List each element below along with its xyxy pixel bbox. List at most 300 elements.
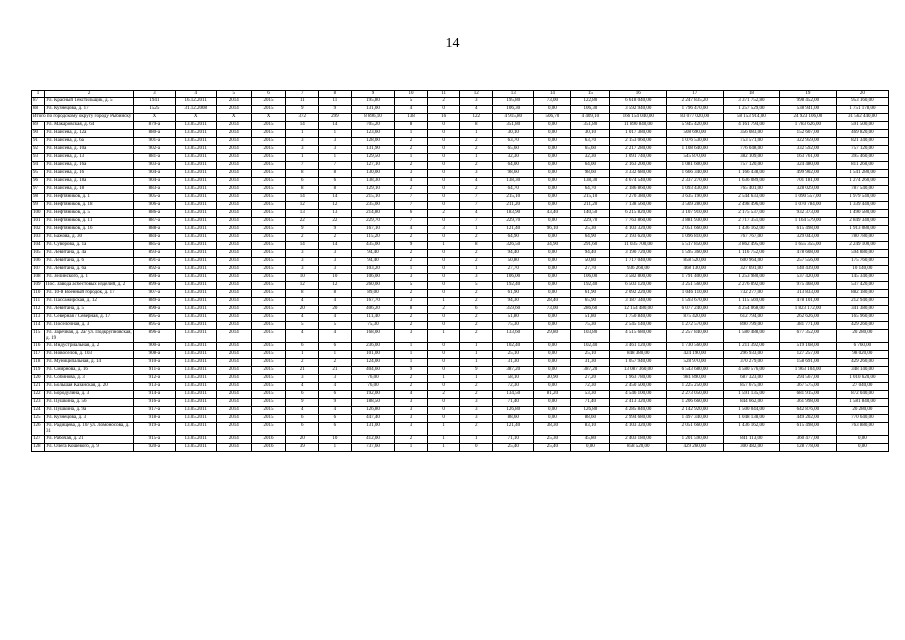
- table-row: [32, 359, 889, 367]
- table-cell: Ул. Новоселов, д. 103: [45, 351, 134, 359]
- table-cell: 537 420,00: [836, 282, 888, 290]
- table-cell: 737,60: [351, 444, 395, 452]
- table-cell: 324 480,00: [780, 162, 837, 170]
- table-cell: 13.05.2011: [175, 122, 216, 130]
- table-cell: Ул. Красный Текстильщик, д. 5: [45, 98, 134, 106]
- table-cell: Итого по городскому округу городу Рыбинску: [32, 114, 134, 122]
- table-cell: 8: [286, 170, 319, 178]
- table-cell: 107: [32, 266, 45, 274]
- table-cell: 2015: [251, 122, 286, 130]
- table-cell: 117: [32, 351, 45, 359]
- table-cell: 126,80: [571, 407, 610, 415]
- header-cell: 11: [427, 91, 460, 98]
- table-cell: Ул. Макаровская, д. 64: [45, 122, 134, 130]
- table-cell: 5: [319, 322, 352, 330]
- table-cell: 1 593 670,00: [667, 298, 724, 306]
- table-cell: 1: [395, 154, 428, 162]
- table-cell: 1: [460, 359, 493, 367]
- table-row: [32, 234, 889, 242]
- table-cell: 429 260,00: [836, 322, 888, 330]
- table-cell: 13.05.2011: [175, 250, 216, 258]
- table-cell: 478 608,00: [780, 250, 837, 258]
- table-cell: Ул. Пушкина, д. 9а: [45, 407, 134, 415]
- table-row: [32, 306, 889, 314]
- table-row: [32, 258, 889, 266]
- table-cell: 900-а: [134, 343, 175, 351]
- table-cell: 2015: [251, 407, 286, 415]
- table-cell: 100: [32, 210, 45, 218]
- table-cell: 112: [32, 306, 45, 314]
- table-cell: 22: [319, 218, 352, 226]
- table-cell: 20 280,00: [836, 330, 888, 343]
- table-cell: 2014: [216, 375, 251, 383]
- table-cell: 429 260,00: [667, 444, 724, 452]
- table-cell: 1 730 560,00: [667, 343, 724, 351]
- table-cell: 916-а: [134, 399, 175, 407]
- table-cell: 166 154 040,00: [610, 114, 667, 122]
- table-row: [32, 266, 889, 274]
- table-cell: 127 257,00: [780, 351, 837, 359]
- header-cell: 20: [836, 91, 888, 98]
- table-cell: 2014: [216, 407, 251, 415]
- table-cell: 1: [395, 343, 428, 351]
- table-cell: 2 153 060,00: [610, 138, 667, 146]
- table-cell: 893-а: [134, 250, 175, 258]
- table-cell: 25,10: [571, 351, 610, 359]
- table-cell: 2014: [216, 274, 251, 282]
- table-cell: 387,20: [571, 367, 610, 375]
- table-cell: 2014: [216, 234, 251, 242]
- table-cell: 1 655 355,00: [780, 242, 837, 250]
- table-cell: 8 896,10: [351, 114, 395, 122]
- table-cell: 765 401,00: [723, 186, 780, 194]
- table-cell: 45,80: [571, 436, 610, 444]
- table-cell: 118: [32, 359, 45, 367]
- table-row: [32, 162, 889, 170]
- table-cell: 3: [395, 415, 428, 423]
- table-cell: 125: [32, 415, 45, 423]
- table-cell: 6: [286, 391, 319, 399]
- table-cell: 0,00: [534, 399, 571, 407]
- table-cell: 4 546 100,00: [610, 391, 667, 399]
- table-cell: 31 562 440,00: [836, 114, 888, 122]
- table-cell: 888-а: [134, 226, 175, 234]
- header-cell: 9: [351, 91, 395, 98]
- table-cell: 1: [460, 154, 493, 162]
- table-cell: 34,90: [534, 242, 571, 250]
- table-cell: 128: [32, 444, 45, 452]
- table-cell: 6: [319, 423, 352, 436]
- table-cell: 1 490 580,00: [836, 210, 888, 218]
- table-cell: 885-а: [134, 242, 175, 250]
- table-cell: 4: [319, 330, 352, 343]
- table-cell: 113: [32, 314, 45, 322]
- table-cell: 2015: [251, 146, 286, 154]
- table-cell: 128 778,00: [780, 444, 837, 452]
- table-cell: 3: [286, 250, 319, 258]
- table-cell: 133,60: [493, 330, 534, 343]
- table-cell: 2015: [251, 242, 286, 250]
- table-cell: 65,90: [571, 298, 610, 306]
- table-cell: 4 285 840,00: [610, 407, 667, 415]
- table-cell: 20: [319, 306, 352, 314]
- table-cell: 0: [427, 250, 460, 258]
- table-cell: 2: [319, 234, 352, 242]
- table-cell: 3 371 752,80: [723, 98, 780, 106]
- table-cell: 600 964,00: [723, 258, 780, 266]
- table-cell: 30,90: [534, 375, 571, 383]
- table-cell: 2015: [251, 234, 286, 242]
- table-cell: 2: [460, 314, 493, 322]
- table-cell: 2015: [251, 178, 286, 186]
- table-cell: 27,20: [571, 375, 610, 383]
- table-cell: 0,00: [534, 314, 571, 322]
- table-cell: 105: [32, 250, 45, 258]
- table-cell: 387,20: [493, 367, 534, 375]
- table-cell: 0: [427, 266, 460, 274]
- table-cell: 2: [460, 258, 493, 266]
- table-cell: 138,30: [493, 178, 534, 186]
- page-number: 14: [445, 36, 460, 51]
- table-cell: 138,30: [351, 178, 395, 186]
- table-cell: 1: [286, 130, 319, 138]
- table-cell: 770 640,00: [836, 415, 888, 423]
- table-cell: 13.05.2011: [175, 322, 216, 330]
- table-cell: 2 142 920,00: [667, 407, 724, 415]
- table-cell: 28,40: [534, 298, 571, 306]
- table-cell: 11: [286, 98, 319, 106]
- table-cell: 2014: [216, 266, 251, 274]
- table-cell: 64,90: [571, 234, 610, 242]
- table-cell: 322 959,00: [780, 138, 837, 146]
- table-cell: 8: [460, 122, 493, 130]
- table-cell: 1: [427, 242, 460, 250]
- table-cell: 11 890 840,00: [610, 122, 667, 130]
- table-cell: 2: [427, 98, 460, 106]
- table-cell: 1 339 440,00: [836, 202, 888, 210]
- table-cell: 0,00: [534, 138, 571, 146]
- table-cell: 0: [427, 367, 460, 375]
- table-cell: 58,10: [493, 375, 534, 383]
- table-cell: 13.05.2011: [175, 282, 216, 290]
- table-cell: 890 799,00: [723, 322, 780, 330]
- table-cell: 16: [427, 114, 460, 122]
- table-cell: 763 880,00: [836, 423, 888, 436]
- table-cell: 902-а: [134, 146, 175, 154]
- table-cell: 9: [319, 399, 352, 407]
- table-cell: 3: [395, 298, 428, 306]
- table-cell: 2 450 500,00: [610, 383, 667, 391]
- table-cell: 158 691,00: [780, 359, 837, 367]
- table-cell: 1: [395, 444, 428, 452]
- table-cell: 140 439,00: [780, 266, 837, 274]
- table-cell: 4: [395, 226, 428, 234]
- table-cell: 1 048 138,00: [723, 415, 780, 423]
- table-cell: 129,10: [351, 186, 395, 194]
- table-cell: 903-а: [134, 162, 175, 170]
- table-cell: 31,30: [493, 359, 534, 367]
- table-cell: X: [175, 114, 216, 122]
- table-cell: 883-а: [134, 186, 175, 194]
- table-cell: 2: [395, 146, 428, 154]
- table-cell: 13: [319, 210, 352, 218]
- table-cell: 0,00: [534, 202, 571, 210]
- table-cell: 126,80: [351, 407, 395, 415]
- table-cell: 328 029,00: [780, 186, 837, 194]
- table-cell: 2015: [251, 194, 286, 202]
- table-cell: 2015: [251, 266, 286, 274]
- table-cell: 5 945 420,00: [667, 122, 724, 130]
- table-cell: Ул. Левитана, д. 4а: [45, 250, 134, 258]
- table-cell: 91: [32, 138, 45, 146]
- table-cell: 13.05.2011: [175, 170, 216, 178]
- header-cell: 7: [286, 91, 319, 98]
- table-cell: 0,00: [534, 250, 571, 258]
- table-cell: 5: [286, 322, 319, 330]
- table-row: [32, 114, 889, 122]
- table-cell: 4 103 320,00: [610, 226, 667, 234]
- table-cell: 0: [427, 154, 460, 162]
- table-cell: 106,00: [351, 274, 395, 282]
- table-cell: Пос. Завода асбестовых изделий, д. 2: [45, 282, 134, 290]
- table-cell: 2 994 680,00: [610, 415, 667, 423]
- header-cell: 19: [780, 91, 837, 98]
- table-cell: 5: [460, 282, 493, 290]
- table-cell: 2 051 660,00: [667, 423, 724, 436]
- table-cell: 2: [460, 250, 493, 258]
- table-cell: 9: [395, 367, 428, 375]
- table-cell: 72,30: [571, 383, 610, 391]
- table-cell: 594 880,00: [836, 250, 888, 258]
- table-cell: 6 077 240,00: [667, 306, 724, 314]
- table-cell: 13.05.2011: [175, 423, 216, 436]
- table-cell: 767 767,00: [723, 234, 780, 242]
- table-row: [32, 98, 889, 106]
- table-cell: 908-а: [134, 351, 175, 359]
- table-cell: 372: [286, 114, 319, 122]
- header-cell: 3: [134, 91, 175, 98]
- table-cell: 907-а: [134, 290, 175, 298]
- table-cell: 1 591 135,00: [723, 391, 780, 399]
- table-cell: 20: [286, 436, 319, 444]
- table-cell: 111: [32, 298, 45, 306]
- table-cell: 127,10: [351, 162, 395, 170]
- table-cell: 2015: [251, 391, 286, 399]
- table-cell: 3 862 495,00: [723, 242, 780, 250]
- table-cell: Ул. Зелинского, д. 1: [45, 274, 134, 282]
- table-cell: 0,00: [534, 178, 571, 186]
- table-cell: 8: [395, 122, 428, 130]
- table-cell: 0: [427, 282, 460, 290]
- table-cell: 0,00: [534, 367, 571, 375]
- table-cell: 2015: [251, 202, 286, 210]
- table-cell: 2: [460, 423, 493, 436]
- table-cell: 0,00: [534, 130, 571, 138]
- table-cell: 3: [395, 330, 428, 343]
- table-cell: X: [134, 114, 175, 122]
- table-cell: 1 115 569,00: [723, 298, 780, 306]
- table-cell: 13.05.2011: [175, 242, 216, 250]
- table-cell: 2: [286, 359, 319, 367]
- table-cell: 469 820,00: [836, 130, 888, 138]
- table-row: [32, 202, 889, 210]
- table-row: [32, 154, 889, 162]
- table-cell: Ул. Нефтяников, д. 1: [45, 194, 134, 202]
- table-cell: 75,30: [351, 322, 395, 330]
- table-cell: 2014: [216, 282, 251, 290]
- header-cell: 4: [175, 91, 216, 98]
- table-cell: 10 140,00: [836, 266, 888, 274]
- table-cell: 0,00: [534, 359, 571, 367]
- table-cell: 21: [286, 367, 319, 375]
- table-cell: 0: [460, 444, 493, 452]
- table-cell: 3: [319, 250, 352, 258]
- table-row: [32, 399, 889, 407]
- table-cell: 2: [460, 186, 493, 194]
- table-cell: 13.05.2011: [175, 306, 216, 314]
- table-cell: 0,00: [534, 186, 571, 194]
- table-cell: 211,20: [571, 202, 610, 210]
- table-cell: 5 517 850,00: [667, 242, 724, 250]
- table-cell: 14: [319, 122, 352, 130]
- table-cell: Ул. Пассажирская, д. 12: [45, 298, 134, 306]
- table-cell: 98,60: [571, 170, 610, 178]
- table-cell: 108: [32, 274, 45, 282]
- table-cell: 94,40: [571, 250, 610, 258]
- table-body: [32, 91, 889, 452]
- table-row: [32, 210, 889, 218]
- table-cell: 13.05.2011: [175, 375, 216, 383]
- table-cell: 12: [319, 282, 352, 290]
- table-cell: 1 636 089,00: [723, 178, 780, 186]
- table-cell: 1 595 360,00: [667, 250, 724, 258]
- table-cell: 858 520,00: [667, 258, 724, 266]
- table-cell: 64,70: [493, 186, 534, 194]
- table-cell: 7: [460, 218, 493, 226]
- table-cell: 0,00: [534, 343, 571, 351]
- table-cell: 370 279,00: [723, 359, 780, 367]
- table-cell: 9: [286, 106, 319, 114]
- table-cell: 14: [319, 194, 352, 202]
- table-cell: Ул. Нефтяников, д. 16: [45, 226, 134, 234]
- table-cell: 1 581 840,00: [836, 399, 888, 407]
- table-cell: 152 607,00: [780, 130, 837, 138]
- table-cell: 776 048,00: [723, 146, 780, 154]
- table-cell: 94,40: [351, 250, 395, 258]
- table-cell: 0: [427, 178, 460, 186]
- table-cell: 1 750 840,00: [610, 314, 667, 322]
- table-cell: 932 373,00: [780, 210, 837, 218]
- table-cell: 1: [319, 130, 352, 138]
- table-cell: 6: [395, 210, 428, 218]
- table-cell: 2014: [216, 178, 251, 186]
- table-cell: 1 913 080,00: [836, 226, 888, 234]
- table-cell: 83 077 020,00: [667, 114, 724, 122]
- table-cell: 757 120,00: [836, 146, 888, 154]
- table-cell: 124,00: [351, 359, 395, 367]
- table-cell: 844 662,00: [723, 399, 780, 407]
- table-cell: 904-а: [134, 178, 175, 186]
- table-cell: 2014: [216, 146, 251, 154]
- table-cell: 90: [32, 130, 45, 138]
- table-cell: 13.05.2011: [175, 290, 216, 298]
- table-cell: 2 186 860,00: [610, 186, 667, 194]
- header-cell: 5: [216, 91, 251, 98]
- table-cell: 787 540,00: [836, 186, 888, 194]
- table-cell: 2: [395, 250, 428, 258]
- table-cell: Ул. Большая Казанская, д. 20: [45, 383, 134, 391]
- table-cell: 3: [460, 98, 493, 106]
- table-cell: 2015: [251, 210, 286, 218]
- table-cell: Ул. Олега Кошевого, д. 9: [45, 444, 134, 452]
- table-cell: 10: [319, 274, 352, 282]
- table-cell: 848 380,00: [610, 351, 667, 359]
- table-cell: 2 849 340,00: [836, 218, 888, 226]
- table-cell: 131,00: [351, 106, 395, 114]
- table-cell: 858 520,00: [610, 444, 667, 452]
- table-cell: 13.05.2011: [175, 274, 216, 282]
- table-cell: 3: [286, 258, 319, 266]
- table-cell: 64,90: [493, 234, 534, 242]
- table-cell: 1: [460, 375, 493, 383]
- table-cell: 262 626,00: [780, 314, 837, 322]
- table-cell: 102,40: [493, 343, 534, 351]
- table-cell: 351,80: [571, 122, 610, 130]
- table-cell: 25,40: [493, 444, 534, 452]
- table-cell: 94: [32, 162, 45, 170]
- table-cell: 2 273 050,00: [667, 391, 724, 399]
- table-row: [32, 194, 889, 202]
- table-cell: 8: [319, 290, 352, 298]
- table-cell: 2 276 092,00: [723, 282, 780, 290]
- table-cell: Ул. Кузнецова, д. 17: [45, 106, 134, 114]
- table-cell: 2: [427, 210, 460, 218]
- table-cell: 13.05.2011: [175, 359, 216, 367]
- table-cell: 98 020,00: [836, 351, 888, 359]
- table-cell: 2014: [216, 250, 251, 258]
- table-cell: 6: [319, 343, 352, 351]
- table-cell: 140,50: [571, 210, 610, 218]
- table-cell: Ул. 10-й Военный городок, д. 17: [45, 290, 134, 298]
- table-cell: 2015: [251, 154, 286, 162]
- table-cell: 890-а: [134, 306, 175, 314]
- table-cell: 917-а: [134, 407, 175, 415]
- table-cell: 591 500,00: [836, 122, 888, 130]
- table-cell: 106,30: [493, 106, 534, 114]
- table-cell: 0,00: [534, 266, 571, 274]
- table-cell: 2015: [251, 359, 286, 367]
- table-cell: 4: [319, 407, 352, 415]
- header-cell: 18: [723, 91, 780, 98]
- table-cell: 2: [460, 391, 493, 399]
- table-cell: 75,30: [571, 322, 610, 330]
- table-cell: 0: [427, 359, 460, 367]
- table-cell: Ул. Левитана, д. 6а: [45, 266, 134, 274]
- table-cell: 21: [319, 367, 352, 375]
- table-cell: 3: [395, 407, 428, 415]
- table-cell: 1941: [134, 98, 175, 106]
- table-cell: 1 017 380,00: [610, 130, 667, 138]
- table-cell: 519 168,00: [780, 343, 837, 351]
- table-cell: 3 635 190,00: [667, 194, 724, 202]
- table-cell: 2015: [251, 322, 286, 330]
- table-cell: 918-а: [134, 415, 175, 423]
- table-cell: 2014: [216, 298, 251, 306]
- table-cell: 615 498,00: [780, 226, 837, 234]
- table-cell: 145 340,00: [836, 274, 888, 282]
- table-cell: Ул. Радищева, д. 10/ ул. Ломоносова, д. 31: [45, 423, 134, 436]
- table-cell: 395 460,00: [836, 154, 888, 162]
